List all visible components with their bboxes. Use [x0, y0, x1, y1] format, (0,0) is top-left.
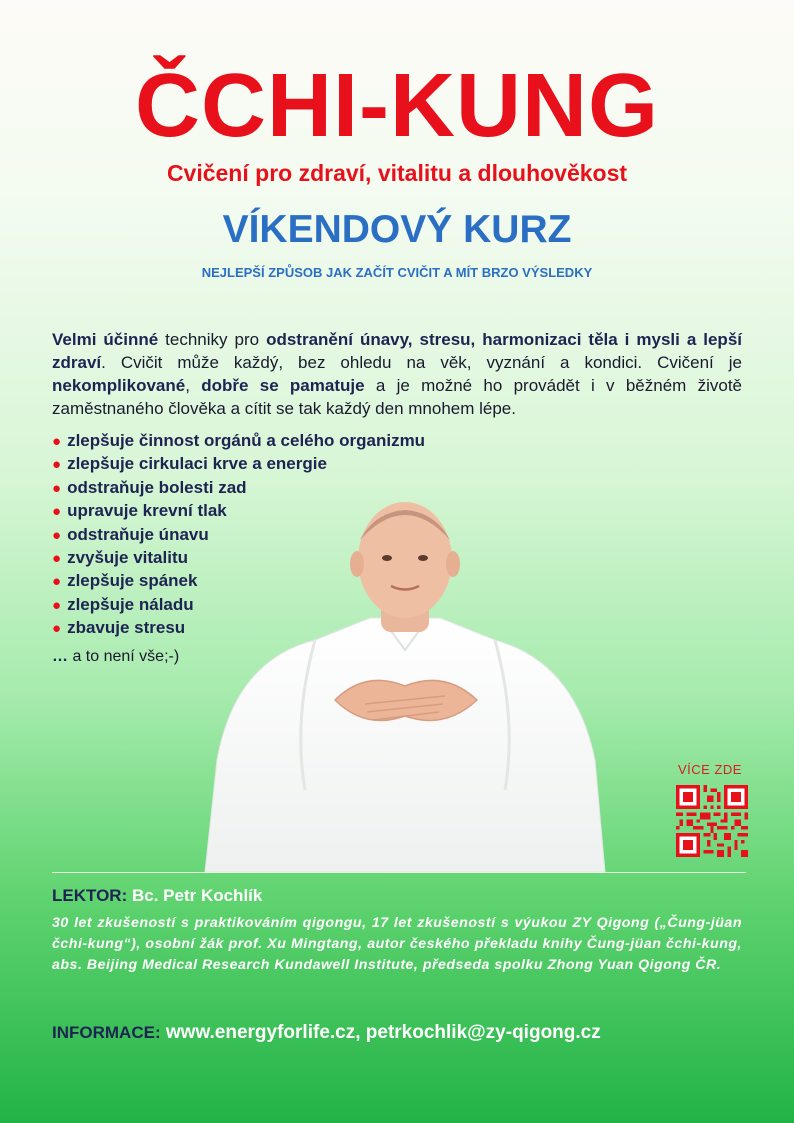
- ellipsis: …: [52, 648, 68, 665]
- intro-bold-3: odstranění únavy, stresu, harmonizaci těla i mysli a lepší zdraví: [52, 330, 742, 372]
- benefit-item: ● odstraňuje bolesti zad: [52, 477, 247, 497]
- course-heading: VÍKENDOVÝ KURZ: [222, 208, 572, 251]
- intro-text-2: techniky pro: [158, 330, 267, 349]
- benefit-item: ● zlepšuje spánek: [52, 571, 198, 591]
- bullet-icon: ●: [52, 433, 62, 450]
- more-note: [52, 648, 179, 666]
- course-tagline: NEJLEPŠÍ ZPŮSOB JAK ZAČÍT CVIČIT A MÍT BRZO VÝSLEDKY: [201, 265, 593, 280]
- contact-line: [52, 1022, 601, 1044]
- poster-subtitle: Cvičení pro zdraví, vitalitu a dlouhověkost: [166, 160, 628, 186]
- benefit-item: ● zlepšuje činnost orgánů a celého organizmu: [52, 431, 426, 450]
- bullet-icon: ●: [52, 479, 62, 497]
- bullet-icon: ●: [52, 503, 62, 521]
- intro-paragraph: [52, 328, 742, 420]
- intro-bold-1: Velmi účinné: [52, 330, 159, 349]
- benefit-item: ● upravuje krevní tlak: [52, 501, 227, 521]
- benefit-item: ● zlepšuje náladu: [52, 594, 194, 614]
- lector-name: Bc. Petr Kochlík: [127, 886, 263, 905]
- bullet-icon: ●: [52, 596, 62, 614]
- qr-label: VÍCE ZDE: [678, 762, 742, 777]
- intro-text-6: ,: [185, 376, 202, 395]
- benefit-item: ● zvyšuje vitalitu: [52, 548, 188, 568]
- intro-bold-7: dobře se pamatuje: [201, 376, 365, 395]
- benefit-item: ● zlepšuje cirkulaci krve a energie: [52, 454, 327, 474]
- lector-line: [52, 886, 262, 906]
- lector-bio: 30 let zkušeností s praktikováním qigongu, 17 let zkušeností s výukou ZY Qigong („Čung-jüan čchi-kung“), osobní žák prof. Xu Mingtang, autor českého překladu knihy Čung-jüan čchi-kung, abs. Beijing Medical Research Kundawell Institute, předseda spolku Zhong Yuan Qigong ČR.: [52, 915, 742, 973]
- bullet-icon: ●: [52, 620, 62, 638]
- intro-text-4: . Cvičit může každý, bez ohledu na věk, vyznání a kondici. Cvičení je: [101, 353, 742, 372]
- bullet-icon: ●: [52, 456, 62, 474]
- contact-value[interactable]: www.energyforlife.cz, petrkochlik@zy-qigong.cz: [160, 1022, 601, 1043]
- section-divider: [52, 872, 746, 873]
- benefit-item: ● zbavuje stresu: [52, 618, 186, 638]
- more-text: a to není vše;-): [68, 648, 180, 665]
- bullet-icon: ●: [52, 526, 62, 544]
- benefit-item: ● odstraňuje únavu: [52, 524, 209, 544]
- bullet-icon: ●: [52, 573, 62, 591]
- instructor-photo: [195, 490, 615, 872]
- bullet-icon: ●: [52, 550, 62, 568]
- poster-title: ČCHI-KUNG: [135, 56, 659, 156]
- lector-label: LEKTOR:: [52, 886, 128, 905]
- contact-label: INFORMACE:: [52, 1023, 161, 1042]
- qr-code-icon[interactable]: [676, 785, 748, 857]
- intro-bold-5: nekomplikované: [52, 376, 186, 395]
- intro-text-8: a je možné ho provádět i v běžném životě zaměstnaného člověka a cítit se tak každý den mnohem lépe.: [52, 376, 743, 418]
